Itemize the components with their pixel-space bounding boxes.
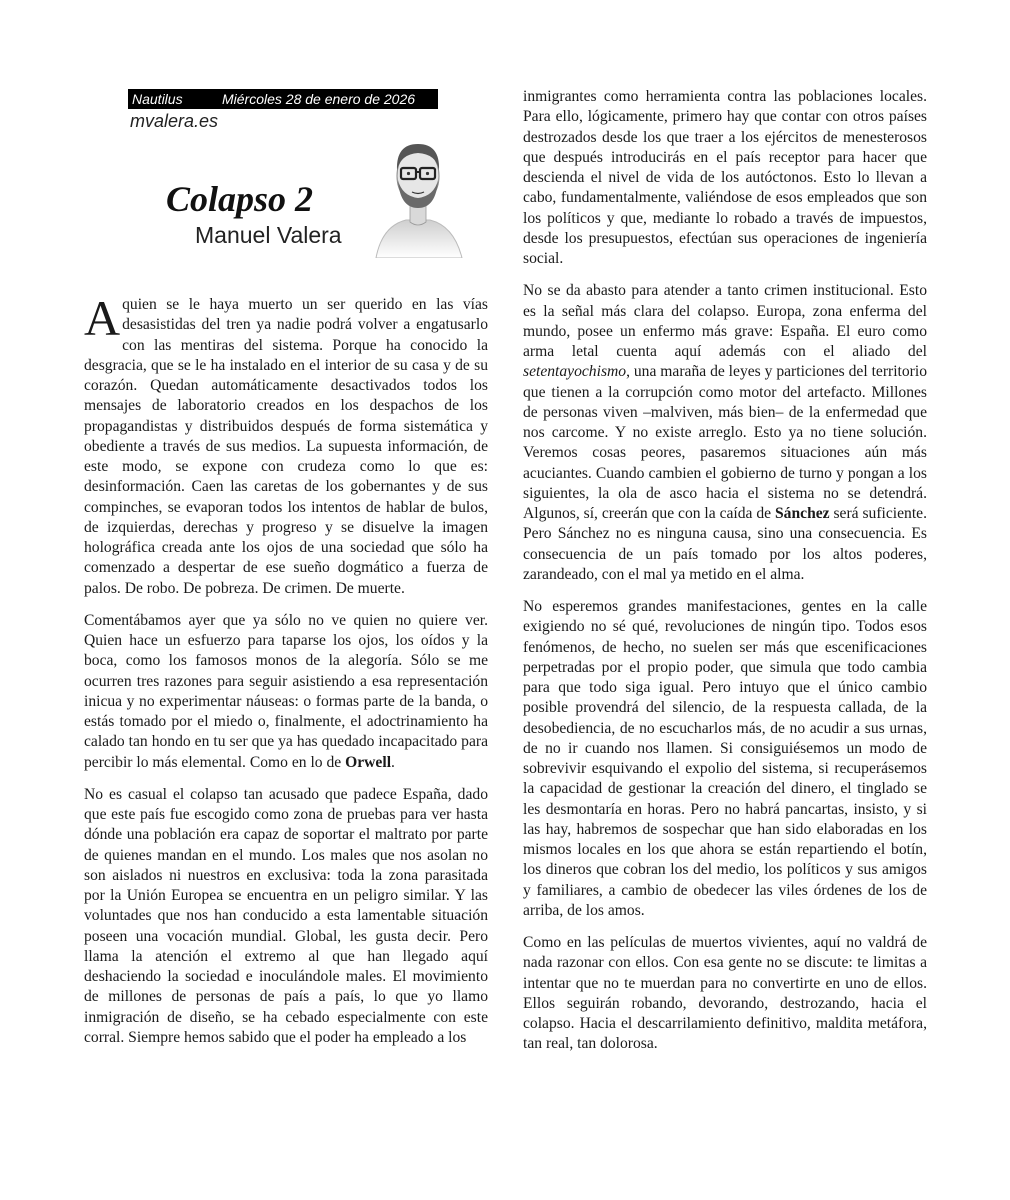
bold-name: Orwell: [345, 753, 392, 771]
paragraph: Como en las películas de muertos vivientes, aquí no valdrá de nada razonar con ellos. Con esa gente no se discute: te limitas a intentar que no te muerdan para no convertirte en uno de ellos. Ellos seguirán robando, devorando, destrozando, hacia el colapso. Hacia el descarrilamiento definitivo, maldita metáfora, tan real, tan dolorosa.: [523, 934, 927, 1053]
paragraph: A quien se le haya muerto un ser querido en las vías desasistidas del tren ya nadie podrá volver a engatusarlo con las mentiras del sistema. Porque ha conocido la desgracia, que se le ha instalado en el interior de su casa y de su corazón. Quedan automáticamente desactivados todos los mensajes de laboratorio creados en los despachos de los propagandistas y distribuidos después de forma sistemática y obediente a través de sus medios. La supuesta información, de este modo, se expone con crudeza como lo que es: desinformación. Caen las caretas de los gobernantes y de sus compinches, se evaporan todos los intentos de hablar de bulos, de izquierdas, derechas y progreso y se disuelve la imagen holográfica creada ante los ojos de una sociedad que sólo ha comenzado a despertar de ese sueño dogmático a fuerza de palos. De robo. De pobreza. De crimen. De muerte.: [84, 290, 488, 597]
bold-name: Sánchez: [775, 505, 830, 522]
paragraph: No se da abasto para atender a tanto crimen institucional. Esto es la señal más clara del colapso. Europa, zona enferma del mundo, posee un enfermo más grave: España. El euro como arma letal cuenta aquí además con el aliado del setentayochismo, una maraña de leyes y particiones del territorio que tienen a la corrupción como motor del artefacto. Millones de personas viven –malviven, más bien– de la enfermedad que nos carcome. Y no existe arreglo. Esto ya no tiene solución. Veremos cosas peores, pasaremos situaciones aún más acuciantes. Cuando cambien el gobierno de turno y pongan a los siguientes, la ola de asco hacia el sistema no se detendrá. Algunos, sí, creerán que con la caída de Sánchez será suficiente. Pero Sánchez no es ninguna causa, sino una consecuencia. Es consecuencia de un país tomado por los altos poderes, zarandeado, con el mal ya metido en el alma.: [523, 282, 928, 583]
italic-term: setentayochismo: [523, 363, 627, 381]
drop-cap: A: [84, 290, 121, 346]
article-title: Colapso 2: [166, 179, 314, 219]
site-name: mvalera.es: [130, 111, 219, 131]
publication-date: Miércoles 28 de enero de 2026: [222, 91, 416, 107]
paragraph: inmigrantes como herramienta contra las poblaciones locales. Para ello, lógicamente, primero hay que contar con otros países destrozados desde los que traer a los ejércitos de menesterosos que después introducirás en el país receptor para hacer que descienda el nivel de vida de los autóctonos. Esto lo llevan a cabo, fundamentalmente, valiéndose de esos empleados que son los políticos y que, mediante lo robado a través de impuestos, desde los presupuestos, efectúan sus operaciones de ingeniería social.: [523, 88, 927, 267]
author-name: Manuel Valera: [195, 222, 342, 248]
paragraph: Comentábamos ayer que ya sólo no ve quien no quiere ver. Quien hace un esfuerzo para taparse los ojos, los oídos y la boca, como los famosos monos de la alegoría. Sólo se me ocurren tres razones para seguir asistiendo a esa representación inicua y no experimentar náuseas: o formas parte de la banda, o estás tomado por el miedo o, finalmente, el adoctrinamiento ha calado tan hondo en tu ser que ya has quedado incapacitado para percibir lo más elemental. Como en lo de Orwell.: [84, 611, 488, 771]
publication-name: Nautilus: [132, 91, 183, 107]
article-column-left: [84, 290, 488, 1060]
paragraph: No es casual el colapso tan acusado que padece España, dado que este país fue escogido como zona de pruebas para ver hasta dónde una población era capaz de soportar el maltrato por parte de quienes mandan en el mundo. Los males que nos asolan no son aislados ni nuestros en exclusiva: toda la zona parasitada por la Unión Europea se encuentra en un peligro similar. Y las voluntades que nos han conducido a esta lamentable situación poseen una vocación mundial. Global, les gusta decir. Pero llama la atención el extremo al que han llegado aquí deshaciendo la sociedad e inoculándole males. El movimiento de millones de personas de país a país, lo que yo llamo inmigración de diseño, se ha cebado especialmente con este corral. Siempre hemos sabido que el poder ha empleado a los: [84, 785, 488, 1046]
article-column-right: [523, 87, 927, 1067]
paragraph: No esperemos grandes manifestaciones, gentes en la calle exigiendo no sé qué, revoluciones de ningún tipo. Todos esos fenómenos, de hecho, no suelen ser más que escenificaciones perpetradas por el propio poder, que simula que todo cambia para que todo siga igual. Pero intuyo que el único cambio posible provendrá del silencio, de la respuesta callada, de la desobediencia, de no escucharlos más, de no acudir a sus urnas, de no ir cuando nos llamen. Si consiguiésemos un modo de sobrevivir esquivando el expolio del sistema, si recuperásemos la capacidad de gestionar la creación del dinero, el tinglado se les desmontaría en horas. Pero no habrá pancartas, insisto, y si las hay, habremos de sospechar que han sido elaboradas en los mismos locales en los que ahora se están repartiendo el botín, los dineros que cobran los del medio, los políticos y sus amigos y familiares, a cambio de obedecer las viles órdenes de los de arriba, de los amos.: [523, 598, 927, 919]
masthead-bar: [128, 89, 438, 109]
author-portrait: [372, 128, 464, 258]
